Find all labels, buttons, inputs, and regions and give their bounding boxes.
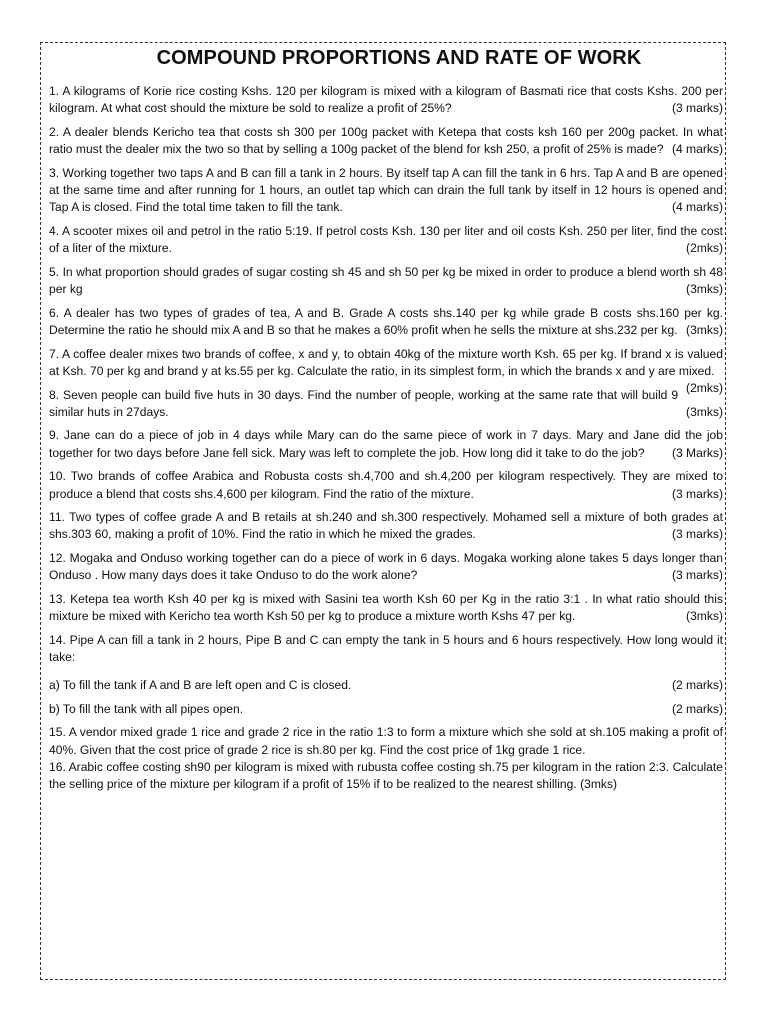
question-12 (49, 550, 723, 584)
question-text: 4. A scooter mixes oil and petrol in the ratio 5:19. If petrol costs Ksh. 130 per liter and oil costs Ksh. 250 per liter, find the cost of a liter of the mixture. (49, 223, 723, 256)
marks-label: (4 marks) (671, 200, 723, 215)
question-1 (49, 83, 723, 117)
question-3 (49, 165, 723, 217)
question-16-text: 16. Arabic coffee costing sh90 per kilogram is mixed with rubusta coffee costing sh.75 per kilogram in the ration 2:3. Calculate the selling price of the mixture per kilogram if a profit of 15% if to be realized to the nearest shilling. (49, 759, 723, 791)
marks-label: (2mks) (686, 241, 723, 256)
question-8 (49, 387, 723, 421)
question-14a (49, 677, 723, 694)
question-text: 3. Working together two taps A and B can fill a tank in 2 hours. By itself tap A can fill the tank in 6 hrs. Tap A and B are opened at the same time and after running for 1 hours, an outlet tap which can drain the full tank by itself in 12 hours is opened and Tap A is closed. Find the total time taken to fill the tank. (49, 165, 723, 215)
question-14b (49, 701, 723, 718)
question-4 (49, 223, 723, 257)
question-text: 8. Seven people can build five huts in 30 days. Find the number of people, working at the same rate that will build 9 similar huts in 27days. (49, 387, 679, 419)
question-text: 13. Ketepa tea worth Ksh 40 per kg is mixed with Sasini tea worth Ksh 60 per Kg in the ratio 3:1 . In what ratio should this mixture be mixed with Kericho tea worth Ksh 50 per kg to produce a mixture worth Kshs 47 per kg. (49, 592, 723, 624)
marks-label: (3 marks) (671, 101, 723, 116)
question-15-16 (49, 724, 723, 793)
marks-label: (3 marks) (671, 568, 723, 583)
marks-label: (3mks) (686, 322, 723, 337)
subpart-text: b) To fill the tank with all pipes open. (49, 701, 244, 716)
question-text: 2. A dealer blends Kericho tea that costs sh 300 per 100g packet with Ketepa that costs ksh 160 per 200g packet. In what ratio must the dealer mix the two so that by selling a 100g packet of the blend for ksh 250, a profit of 25% is made? (49, 124, 723, 157)
question-text: 10. Two brands of coffee Arabica and Robusta costs sh.4,700 and sh.4,200 per kilogram respectively. They are mixed to produce a blend that costs shs.4,600 per kilogram. Find the ratio of the mixture. (49, 469, 723, 501)
question-13 (49, 591, 723, 625)
marks-label: (2 marks) (671, 701, 723, 716)
question-11 (49, 509, 723, 543)
question-text: 14. Pipe A can fill a tank in 2 hours, Pipe B and C can empty the tank in 5 hours and 6 hours respectively. How long would it take: (49, 632, 723, 665)
question-2 (49, 124, 723, 158)
question-7 (49, 346, 723, 396)
question-text: 11. Two types of coffee grade A and B retails at sh.240 and sh.300 respectively. Mohamed sell a mixture of both grades at shs.303 60, making a profit of 10%. Find the ratio in which he mixed the grades. (49, 510, 723, 542)
question-10 (49, 468, 723, 502)
page-title: COMPOUND PROPORTIONS AND RATE OF WORK (156, 47, 642, 69)
question-text: 12. Mogaka and Onduso working together can do a piece of work in 6 days. Mogaka working alone takes 5 days longer than Onduso . How many days does it take Onduso to do the work alone? (49, 551, 723, 583)
marks-label: (3mks) (686, 282, 723, 297)
question-text: 5. In what proportion should grades of sugar costing sh 45 and sh 50 per kg be mixed in order to produce a blend worth sh 48 per kg (49, 264, 723, 297)
question-14 (49, 632, 723, 666)
question-list (49, 83, 723, 800)
question-text: 1. A kilograms of Korie rice costing Kshs. 120 per kilogram is mixed with a kilogram of Basmati rice that costs Kshs. 200 per kilogram. At what cost should the mixture be sold to realize a profit of 25%? (49, 84, 723, 116)
subpart-text: a) To fill the tank if A and B are left open and C is closed. (49, 677, 352, 692)
question-text: 7. A coffee dealer mixes two brands of coffee, x and y, to obtain 40kg of the mixture worth Ksh. 65 per kg. If brand x is valued at Ksh. 70 per kg and brand y at ks.55 per kg. Calculate the ratio, in its simplest form, in which the brands x and y are mixed. (49, 346, 723, 378)
question-text: 6. A dealer has two types of grades of tea, A and B. Grade A costs shs.140 per kg while grade B costs shs.160 per kg. Determine the ratio he should mix A and B so that he makes a 60% profit when he sells the mixture at shs.232 per kg. (49, 305, 723, 337)
marks-label: (3mks) (686, 404, 723, 419)
question-9 (49, 427, 723, 461)
marks-label: (3 Marks) (671, 445, 723, 460)
question-6 (49, 305, 723, 339)
marks-label: (2mks) (686, 381, 723, 396)
marks-label: (3mks) (686, 609, 723, 624)
question-5 (49, 264, 723, 298)
question-text: 9. Jane can do a piece of job in 4 days while Mary can do the same piece of work in 7 days. Mary and Jane did the job together for two days before Jane fell sick. Mary was left to complete the job. How long did it take to do the job? (49, 428, 723, 460)
marks-label: (3 marks) (671, 527, 723, 542)
marks-label: (2 marks) (671, 677, 723, 692)
question-15-text: 15. A vendor mixed grade 1 rice and grade 2 rice in the ratio 1:3 to form a mixture which she sold at sh.105 making a profit of 40%. Given that the cost price of grade 2 rice is sh.80 per kg. Find the cost price of 1kg grade 1 rice. (49, 725, 723, 757)
marks-label: (3 marks) (671, 486, 723, 501)
worksheet-border (40, 42, 726, 980)
marks-label: (4 marks) (671, 142, 723, 157)
marks-label: (3mks) (580, 776, 618, 791)
